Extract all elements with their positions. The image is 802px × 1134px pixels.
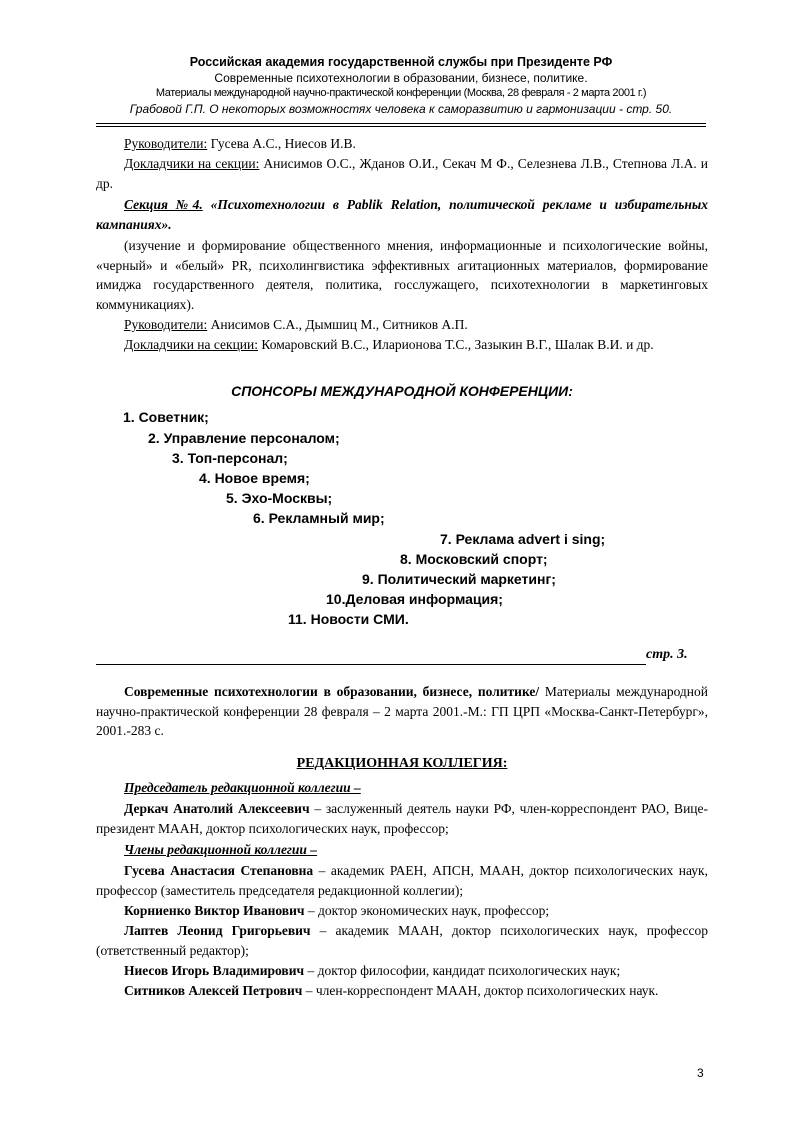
editorial-members-label: Члены редакционной коллегии – — [124, 842, 318, 857]
chair-name: Деркач Анатолий Алексеевич — [124, 801, 310, 816]
sponsor-item: 3. Топ-персонал; — [172, 450, 288, 466]
editorial-member — [96, 901, 708, 921]
editorial-chair — [96, 799, 708, 838]
editorial-member — [96, 961, 708, 981]
header-divider-bottom — [96, 126, 706, 127]
sponsor-item: 4. Новое время; — [199, 470, 310, 486]
speakers-names: Комаровский В.С., Иларионова Т.С., Зазыкин В.Г., Шалак В.И. и др. — [258, 337, 654, 352]
section3-leaders — [96, 134, 708, 154]
page-reference: стр. 3. — [646, 647, 688, 662]
editorial-member — [96, 981, 708, 1001]
member-description: – академик МААН, доктор психологических наук, профессор (ответственный редактор); — [96, 923, 708, 958]
section3-speakers — [96, 154, 708, 193]
citation-details: Материалы международной научно-практической конференции 28 февраля – 2 марта 2001.-М.: ГП ЦРП «Москва-Санкт-Петербург», 2001.-283 с. — [96, 684, 708, 738]
member-description: – член-корреспондент МААН, доктор психологических наук. — [302, 983, 659, 998]
section4-speakers — [96, 335, 708, 355]
speakers-label: Докладчики на секции: — [124, 337, 259, 352]
header-collection-title: Современные психотехнологии в образовании, бизнесе, политике. — [214, 71, 588, 85]
page-number: 3 — [697, 1066, 704, 1080]
speakers-label: Докладчики на секции: — [124, 156, 260, 171]
leaders-names: Анисимов С.А., Дымшиц М., Ситников А.П. — [207, 317, 468, 332]
sponsor-item: 7. Реклама advert i sing; — [440, 531, 606, 547]
header-article: Грабовой Г.П. О некоторых возможностях человека к саморазвитию и гармонизации - стр. 50. — [129, 102, 673, 116]
member-name: Лаптев Леонид Григорьевич — [124, 923, 311, 938]
editorial-member — [96, 861, 708, 900]
section4-heading — [96, 195, 708, 234]
leaders-label: Руководители: — [124, 317, 208, 332]
section4-description: (изучение и формирование общественного мнения, информационные и психологические войны, «черный» и «белый» PR, психолингвистика эффективных агитационных материалов, формирование имиджа государственного деятеля, политика, госслужащего, психотехнологии в маркетинговых коммуникациях). — [96, 238, 708, 312]
chair-description: – заслуженный деятель науки РФ, член-корреспондент РАО, Вице-президент МААН, доктор психологических наук, профессор; — [96, 801, 709, 836]
leaders-label: Руководители: — [124, 136, 208, 151]
section4-title: «Психотехнологии в Pablik Relation, политической рекламе и избирательных кампаниях». — [96, 197, 708, 232]
member-name: Корниенко Виктор Иванович — [124, 903, 305, 918]
editorial-title: РЕДАКЦИОННАЯ КОЛЛЕГИЯ: — [296, 756, 508, 771]
section4-number: Секция №4. — [124, 197, 203, 212]
header-conference: Материалы международной научно-практической конференции (Москва, 28 февраля - 2 марта 2001 г.) — [155, 87, 647, 99]
sponsor-item: 8. Московский спорт; — [400, 551, 548, 567]
sponsor-item: 1. Советник; — [123, 409, 209, 425]
member-description: – академик РАЕН, АПСН, МААН, доктор психологических наук, профессор (заместитель председателя редакционной коллегии); — [96, 863, 708, 898]
sponsor-item: 2. Управление персоналом; — [148, 430, 340, 446]
leaders-names: Гусева А.С., Ниесов И.В. — [207, 136, 356, 151]
citation — [96, 682, 708, 741]
member-name: Ситников Алексей Петрович — [124, 983, 303, 998]
member-description: – доктор философии, кандидат психологических наук; — [304, 963, 621, 978]
citation-title: Современные психотехнологии в образовании, бизнесе, политике/ — [124, 684, 540, 699]
sponsor-item: 5. Эхо-Москвы; — [226, 490, 333, 506]
sponsors-title: СПОНСОРЫ МЕЖДУНАРОДНОЙ КОНФЕРЕНЦИИ: — [231, 383, 573, 399]
sponsor-item: 6. Рекламный мир; — [253, 510, 385, 526]
header-divider-top — [96, 123, 706, 124]
sponsor-item: 10.Деловая информация; — [326, 591, 503, 607]
sponsor-item: 11. Новости СМИ. — [288, 611, 409, 627]
member-name: Гусева Анастасия Степановна — [124, 863, 314, 878]
member-description: – доктор экономических наук, профессор; — [304, 903, 550, 918]
speakers-names: Анисимов О.С., Жданов О.И., Секач М Ф., Селезнева Л.В., Степнова Л.А. и др. — [96, 156, 708, 191]
header-institution: Российская академия государственной службы при Президенте РФ — [189, 55, 613, 69]
page-ref-line — [96, 664, 646, 665]
sponsor-item: 9. Политический маркетинг; — [362, 571, 556, 587]
member-name: Ниесов Игорь Владимирович — [124, 963, 305, 978]
editorial-member — [96, 921, 708, 960]
section4-leaders — [96, 315, 708, 335]
editorial-chair-label: Председатель редакционной коллегии – — [124, 780, 361, 795]
